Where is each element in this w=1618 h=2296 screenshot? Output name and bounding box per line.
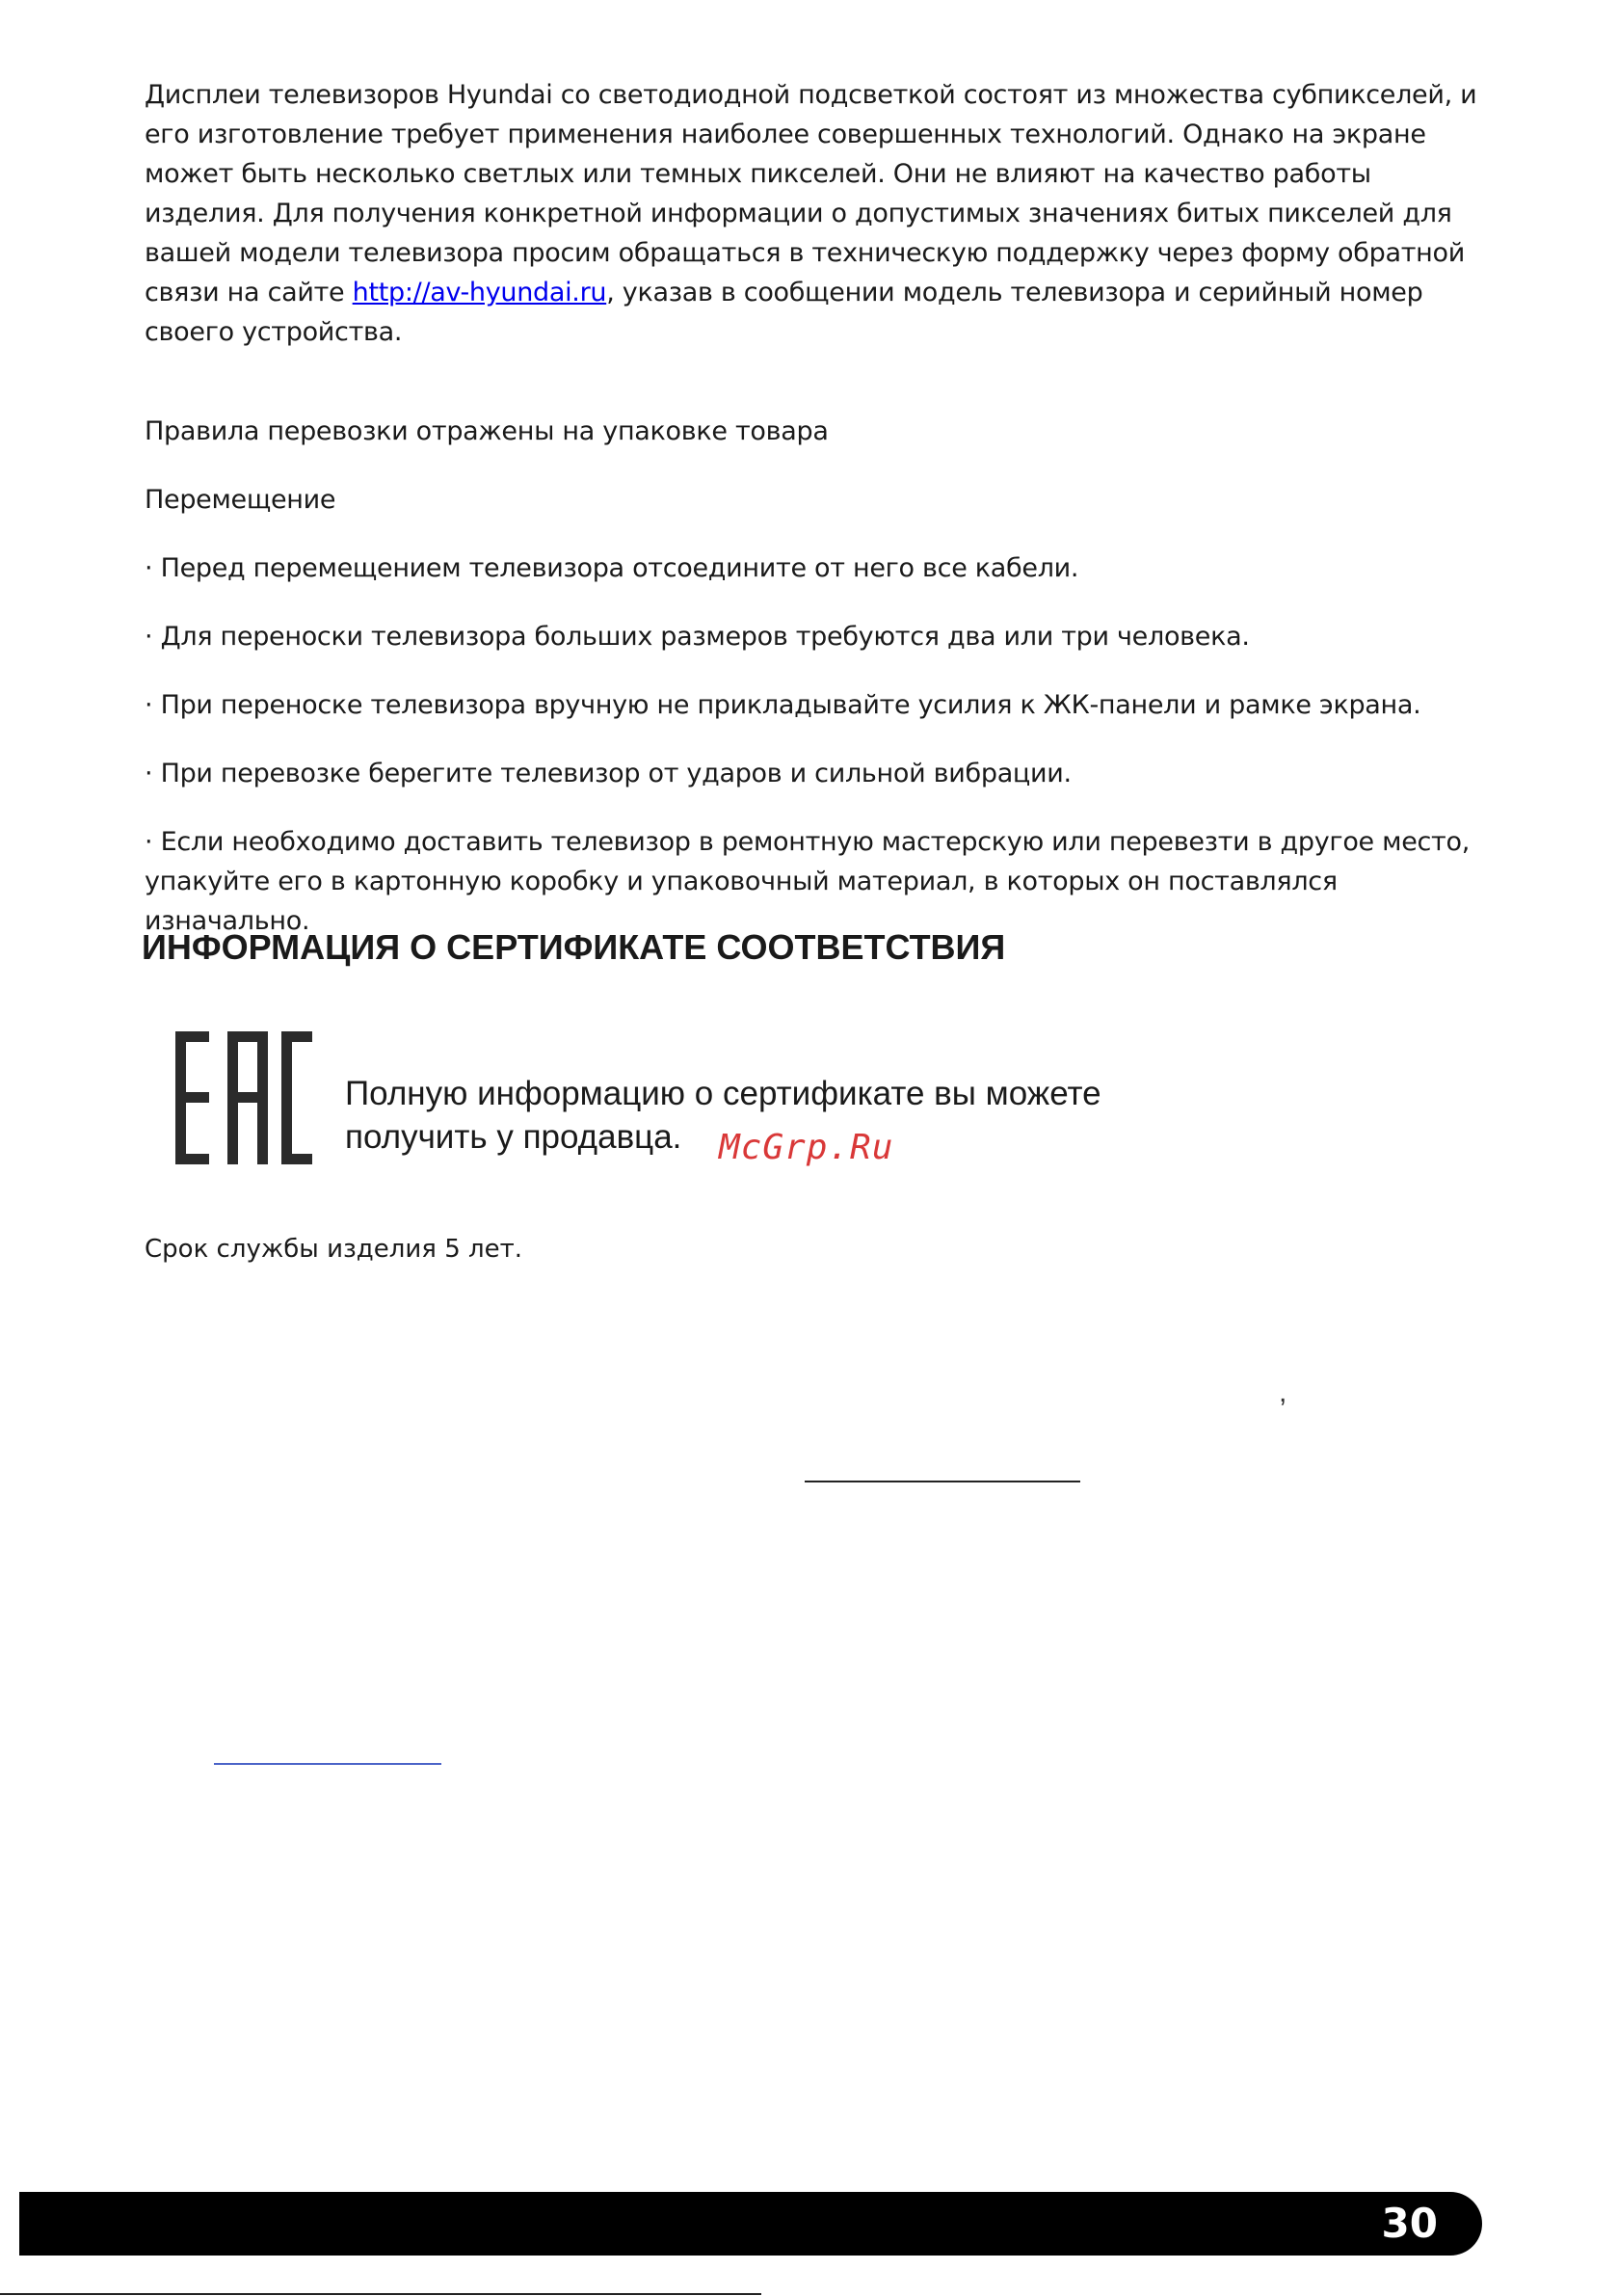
stray-comma: , <box>1279 1376 1287 1408</box>
moving-heading: Перемещение <box>145 485 336 515</box>
moving-item-packaging: · Если необходимо доставить телевизор в ремонтную мастерскую или перевезти в другое место, упакуйте его в картонную коробку и упаковочный материал, в которых он поставлялся изначально. <box>145 827 1470 936</box>
certificate-text-line-1: Полную информацию о сертификате вы можете <box>345 1075 1101 1112</box>
moving-item-cables: · Перед перемещением телевизора отсоедините от него все кабели. <box>145 553 1079 583</box>
site-watermark: McGrp.Ru <box>719 1128 894 1167</box>
intro-text-tail: , указав в сообщении модель телевизора и серийный номер своего устройства. <box>145 278 1423 347</box>
transport-rules: Правила перевозки отражены на упаковке товара <box>145 416 829 446</box>
page-number: 30 <box>1381 2200 1438 2247</box>
certificate-heading: ИНФОРМАЦИЯ О СЕРТИФИКАТЕ СООТВЕТСТВИЯ <box>142 927 1006 967</box>
intro-paragraph <box>145 75 1484 352</box>
blank-link-underline <box>214 1763 441 1765</box>
certificate-text-line-2: получить у продавца. <box>345 1118 682 1156</box>
footer-bar <box>19 2192 1482 2256</box>
support-site-link[interactable]: http://av-hyundai.ru <box>352 278 607 307</box>
service-life: Срок службы изделия 5 лет. <box>145 1235 523 1264</box>
bottom-rule <box>0 2293 761 2295</box>
signature-line <box>805 1481 1080 1482</box>
eac-mark-icon <box>175 1031 312 1164</box>
moving-item-vibration: · При перевозке берегите телевизор от ударов и сильной вибрации. <box>145 759 1072 788</box>
moving-item-panel: · При переноске телевизора вручную не прикладывайте усилия к ЖК-панели и рамке экрана. <box>145 690 1421 720</box>
moving-item-people: · Для переноски телевизора больших размеров требуются два или три человека. <box>145 622 1250 652</box>
intro-text: Дисплеи телевизоров Hyundai со светодиодной подсветкой состоят из множества субпикселей, и его изготовление требует применения наиболее совершенных технологий. Однако на экране может быть несколько светлых или темных пикселей. Они не влияют на качество работы изделия. Для получения конкретной информации о допустимых значениях битых пикселей для вашей модели телевизора просим обращаться в техническую поддержку через форму обратной связи на сайте <box>145 80 1477 307</box>
